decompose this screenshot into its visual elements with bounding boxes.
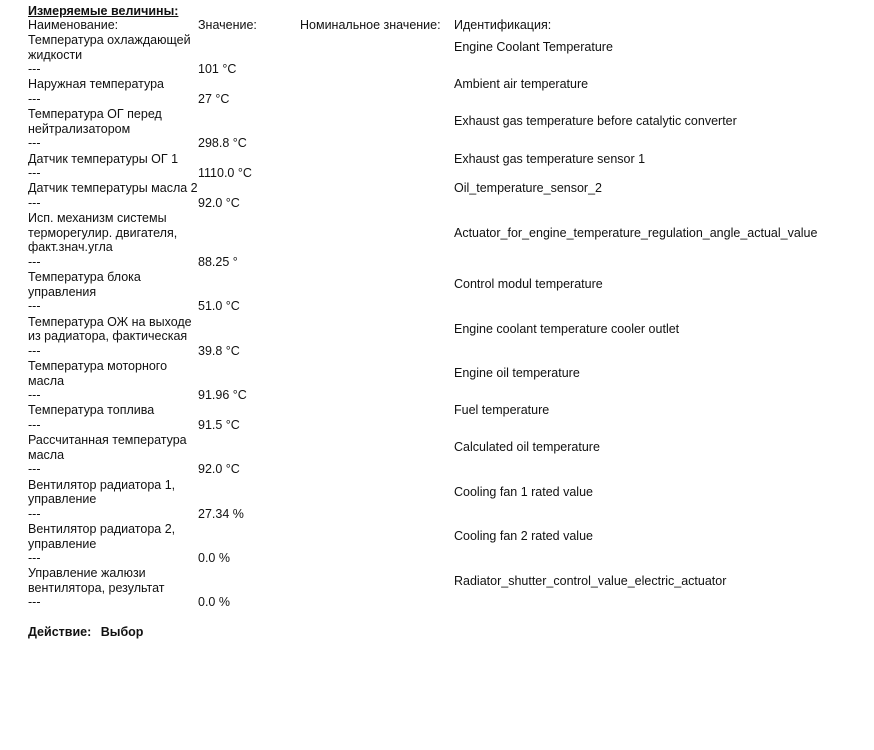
empty-nominal-cell (300, 166, 454, 181)
empty-nominal-cell (300, 403, 454, 418)
empty-nominal-cell (300, 92, 454, 107)
parameter-dash: --- (28, 195, 41, 210)
empty-ident-cell (454, 62, 868, 77)
empty-value-cell (198, 77, 300, 92)
empty-value-cell (198, 33, 300, 62)
empty-nominal-cell (300, 315, 454, 344)
table-value-row (28, 136, 868, 151)
parameter-name: Управление жалюзи вентилятора, результат (28, 566, 165, 595)
parameter-value: 101 °C (198, 62, 237, 77)
measurements-table (28, 18, 868, 611)
table-row (28, 433, 868, 462)
table-row (28, 152, 868, 167)
empty-nominal-cell (300, 433, 454, 462)
empty-ident-cell (454, 418, 868, 433)
table-value-row (28, 92, 868, 107)
column-header-name: Наименование: (28, 18, 119, 32)
parameter-ident: Fuel temperature (454, 403, 550, 418)
parameter-dash: --- (28, 343, 41, 358)
table-value-row (28, 462, 868, 477)
table-value-row (28, 299, 868, 314)
empty-nominal-cell (300, 551, 454, 566)
table-row (28, 33, 868, 62)
empty-ident-cell (454, 595, 868, 610)
parameter-dash: --- (28, 136, 41, 151)
parameter-value: 39.8 °C (198, 343, 240, 358)
empty-nominal-cell (300, 270, 454, 299)
parameter-dash: --- (28, 388, 41, 403)
empty-nominal-cell (300, 507, 454, 522)
parameter-name: Датчик температуры масла 2 (28, 181, 198, 196)
parameter-dash: --- (28, 595, 41, 610)
empty-nominal-cell (300, 388, 454, 403)
table-value-row (28, 595, 868, 610)
table-value-row (28, 196, 868, 211)
empty-nominal-cell (300, 211, 454, 255)
table-row (28, 315, 868, 344)
parameter-value: 0.0 % (198, 551, 230, 566)
parameter-dash: --- (28, 506, 41, 521)
parameter-ident: Radiator_shutter_control_value_electric_actuator (454, 573, 727, 588)
parameter-ident: Control modul temperature (454, 277, 603, 292)
parameter-value: 92.0 °C (198, 195, 240, 210)
parameter-dash: --- (28, 551, 41, 566)
empty-nominal-cell (300, 196, 454, 211)
parameter-ident: Engine oil temperature (454, 366, 580, 381)
empty-ident-cell (454, 255, 868, 270)
parameter-name: Температура ОГ перед нейтрализатором (28, 107, 162, 136)
empty-ident-cell (454, 551, 868, 566)
empty-value-cell (198, 359, 300, 388)
empty-nominal-cell (300, 152, 454, 167)
empty-nominal-cell (300, 77, 454, 92)
parameter-ident: Engine coolant temperature cooler outlet (454, 321, 680, 336)
table-value-row (28, 344, 868, 359)
empty-value-cell (198, 478, 300, 507)
parameter-value: 27 °C (198, 91, 230, 106)
empty-ident-cell (454, 196, 868, 211)
empty-value-cell (198, 152, 300, 167)
parameter-name: Вентилятор радиатора 1, управление (28, 477, 176, 507)
empty-nominal-cell (300, 299, 454, 314)
empty-ident-cell (454, 92, 868, 107)
empty-nominal-cell (300, 566, 454, 595)
parameter-name: Исп. механизм системы терморегулир. двигателя, факт.знач.угла (28, 211, 178, 255)
parameter-ident: Exhaust gas temperature before catalytic converter (454, 114, 737, 129)
table-row (28, 359, 868, 388)
table-value-row (28, 62, 868, 77)
empty-value-cell (198, 522, 300, 551)
empty-ident-cell (454, 136, 868, 151)
table-value-row (28, 551, 868, 566)
empty-ident-cell (454, 462, 868, 477)
empty-value-cell (198, 181, 300, 196)
column-header-nominal: Номинальное значение: (300, 18, 441, 32)
parameter-value: 91.5 °C (198, 417, 240, 432)
parameter-dash: --- (28, 166, 41, 181)
empty-nominal-cell (300, 522, 454, 551)
empty-nominal-cell (300, 478, 454, 507)
parameter-value: 0.0 % (198, 595, 230, 610)
parameter-name: Температура ОЖ на выходе из радиатора, фактическая (28, 314, 192, 344)
parameter-name: Температура охлаждающей жидкости (28, 33, 191, 62)
table-row (28, 211, 868, 255)
empty-ident-cell (454, 507, 868, 522)
empty-nominal-cell (300, 107, 454, 136)
table-value-row (28, 388, 868, 403)
column-header-ident: Идентификация: (454, 18, 552, 32)
table-row (28, 107, 868, 136)
parameter-name: Температура блока управления (28, 270, 141, 299)
empty-nominal-cell (300, 62, 454, 77)
parameter-dash: --- (28, 417, 41, 432)
empty-value-cell (198, 403, 300, 418)
empty-nominal-cell (300, 595, 454, 610)
table-value-row (28, 166, 868, 181)
table-header-row (28, 18, 868, 33)
parameter-dash: --- (28, 462, 41, 477)
parameter-name: Температура моторного масла (28, 358, 168, 388)
parameter-ident: Cooling fan 2 rated value (454, 529, 593, 544)
empty-ident-cell (454, 344, 868, 359)
table-row (28, 77, 868, 92)
parameter-dash: --- (28, 254, 41, 269)
parameter-dash: --- (28, 62, 41, 77)
empty-value-cell (198, 107, 300, 136)
table-row (28, 181, 868, 196)
empty-nominal-cell (300, 418, 454, 433)
action-value: Выбор (100, 624, 144, 639)
parameter-ident: Ambient air temperature (454, 77, 589, 92)
empty-value-cell (198, 433, 300, 462)
parameter-value: 298.8 °C (198, 136, 247, 151)
parameter-value: 88.25 ° (198, 254, 238, 269)
table-value-row (28, 507, 868, 522)
table-row (28, 270, 868, 299)
empty-nominal-cell (300, 344, 454, 359)
empty-ident-cell (454, 299, 868, 314)
table-row (28, 478, 868, 507)
empty-nominal-cell (300, 255, 454, 270)
parameter-name: Датчик температуры ОГ 1 (28, 151, 179, 166)
action-label: Действие: (28, 624, 92, 639)
parameter-ident: Exhaust gas temperature sensor 1 (454, 151, 646, 166)
empty-value-cell (198, 211, 300, 255)
parameter-dash: --- (28, 91, 41, 106)
empty-ident-cell (454, 388, 868, 403)
action-footer (28, 625, 874, 639)
table-row (28, 566, 868, 595)
parameter-name: Рассчитанная температура масла (28, 433, 187, 462)
empty-value-cell (198, 315, 300, 344)
empty-nominal-cell (300, 33, 454, 62)
parameter-name: Температура топлива (28, 403, 155, 418)
empty-ident-cell (454, 166, 868, 181)
table-row (28, 403, 868, 418)
parameter-value: 1110.0 °C (198, 166, 252, 181)
parameter-ident: Calculated oil temperature (454, 440, 600, 455)
parameter-ident: Actuator_for_engine_temperature_regulation_angle_actual_value (454, 225, 818, 240)
parameter-value: 91.96 °C (198, 388, 247, 403)
parameter-ident: Oil_temperature_sensor_2 (454, 181, 602, 196)
parameter-value: 92.0 °C (198, 462, 240, 477)
table-value-row (28, 418, 868, 433)
section-title: Измеряемые величины: (28, 4, 179, 18)
table-value-row (28, 255, 868, 270)
parameter-name: Наружная температура (28, 77, 164, 92)
parameter-name: Вентилятор радиатора 2, управление (28, 521, 176, 551)
empty-nominal-cell (300, 181, 454, 196)
parameter-ident: Cooling fan 1 rated value (454, 484, 593, 499)
empty-nominal-cell (300, 462, 454, 477)
parameter-dash: --- (28, 299, 41, 314)
parameter-ident: Engine Coolant Temperature (454, 40, 613, 55)
column-header-value: Значение: (198, 18, 257, 32)
empty-nominal-cell (300, 359, 454, 388)
empty-value-cell (198, 270, 300, 299)
empty-value-cell (198, 566, 300, 595)
empty-nominal-cell (300, 136, 454, 151)
parameter-value: 51.0 °C (198, 299, 240, 314)
parameter-value: 27.34 % (198, 506, 244, 521)
table-row (28, 522, 868, 551)
